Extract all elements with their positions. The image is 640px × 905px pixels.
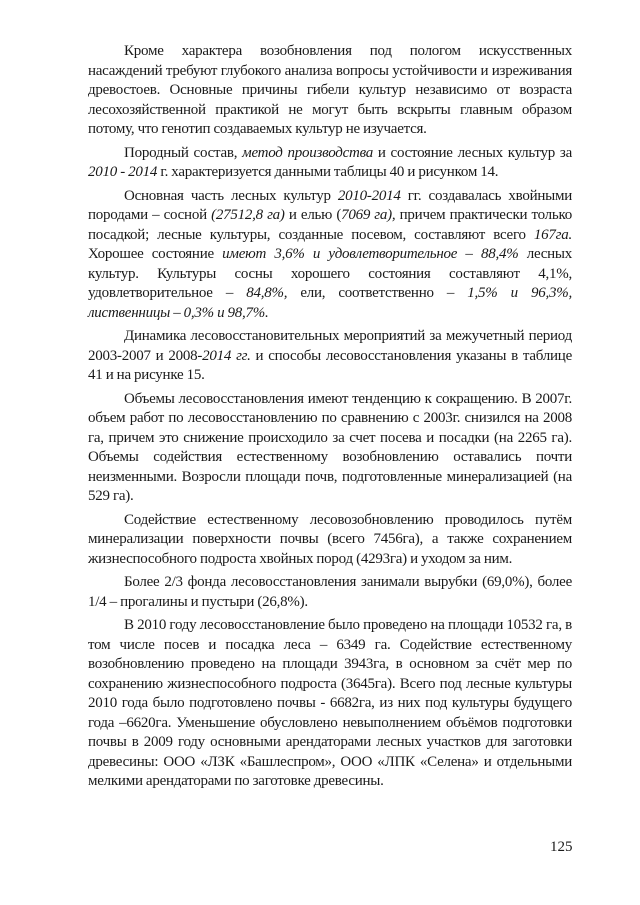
paragraph xyxy=(88,187,572,324)
paragraph xyxy=(88,327,572,386)
text-run: Кроме характера возобновления под пологом искусственных насаждений требуют глубокого анализа вопросы устойчивости и изреживания древостоев. Основные причины гибели культур независимо от возраста лесохозяйственной практикой не могут быть вскрыты главным образом потому, что генотип создаваемых культур не изучается. xyxy=(88,43,572,137)
text-run: и елью ( xyxy=(284,207,342,223)
italic-text-run: 2014 гг. xyxy=(202,347,251,364)
paragraph xyxy=(88,616,572,792)
body-text xyxy=(88,42,572,796)
text-run: и способы лесовосстановления указаны в таблице 41 и на рисунке 15. xyxy=(88,347,572,383)
text-run: г. характеризуется данными таблицы 40 и рисунком 14. xyxy=(157,164,499,180)
text-run: Динамика лесовосстановительных мероприятий за межучетный период 2003-2007 и 2008- xyxy=(88,328,572,364)
text-run: ели, соответственно – xyxy=(287,285,468,301)
text-run: и состояние лесных культур за xyxy=(372,144,572,161)
italic-text-run: 167га. xyxy=(533,226,572,243)
paragraph xyxy=(88,42,572,140)
paragraph xyxy=(88,390,572,507)
paragraph xyxy=(88,144,572,183)
text-run: причем практически только посадкой; лесные культуры, созданные посевом, составляют всего xyxy=(88,207,573,243)
text-run: Породный состав, xyxy=(124,144,243,161)
text-run: В 2010 году лесовосстановление было проведено на площади 10532 га, в том числе посев и посадка леса – 6349 га. Содействие естественному возобновлению проведено на площади 3943га, в основном за счёт мер по сохранению жизнеспособного подроста (3645га). Всего под лесные культуры 2010 года было подготовлено почвы - 6682га, из них под культуры будущего года –6620га. Уменьшение обусловлено невыполнением объёмов подготовки почвы в 2009 году основными арендаторами лесных участков для заготовки древесины: ООО «ЛЗК «Башлеспром», ООО «ЛПК «Селена» и отдельными мелкими арендаторами по заготовке древесины. xyxy=(88,617,572,789)
italic-text-run: 2010-2014 xyxy=(337,187,401,204)
page-number: 125 xyxy=(550,839,573,855)
text-run: Более 2/3 фонда лесовосстановления занимали вырубки (69,0%), более 1/4 – прогалины и пустыри (26,8%). xyxy=(88,574,572,610)
text-run: Хорошее состояние xyxy=(88,246,223,262)
italic-text-run: 7069 га), xyxy=(341,207,396,223)
italic-text-run: метод производства xyxy=(242,144,373,161)
text-run: Основная часть лесных культур xyxy=(124,187,338,204)
text-run: гг. создавалась хвойными породами – сосной xyxy=(88,187,572,223)
text-run: Объемы лесовосстановления имеют тенденцию к сокращению. В 2007г. объем работ по лесовосстановлению по сравнению с 2003г. снизился на 2008 га, причем это снижение происходило за счет посева и посадки (на 2265 га). Объемы содействия естественному возобновлению оставались почти неизменными. Возросли площади почв, подготовленные минерализацией (на 529 га). xyxy=(88,390,572,504)
italic-text-run: имеют 3,6% и удовлетворительное – 88,4% xyxy=(222,246,519,262)
paragraph xyxy=(88,511,572,570)
italic-text-run: 84,8%, xyxy=(246,285,288,301)
italic-text-run: 1,5% и 96,3%, лиственницы – 0,3% и 98,7%. xyxy=(88,285,572,321)
text-run: Содействие естественному лесовозобновлению проводилось путём минерализации поверхности почвы (всего 7456га), а также сохранением жизнеспособного подроста хвойных пород (4293га) и уходом за ним. xyxy=(88,511,572,567)
paragraph xyxy=(88,573,572,612)
italic-text-run: 2010 - 2014 xyxy=(88,164,158,180)
italic-text-run: (27512,8 га) xyxy=(211,207,285,223)
text-run: лесных культур. Культуры сосны хорошего состояния составляют 4,1%, удовлетворительное – xyxy=(88,246,572,301)
